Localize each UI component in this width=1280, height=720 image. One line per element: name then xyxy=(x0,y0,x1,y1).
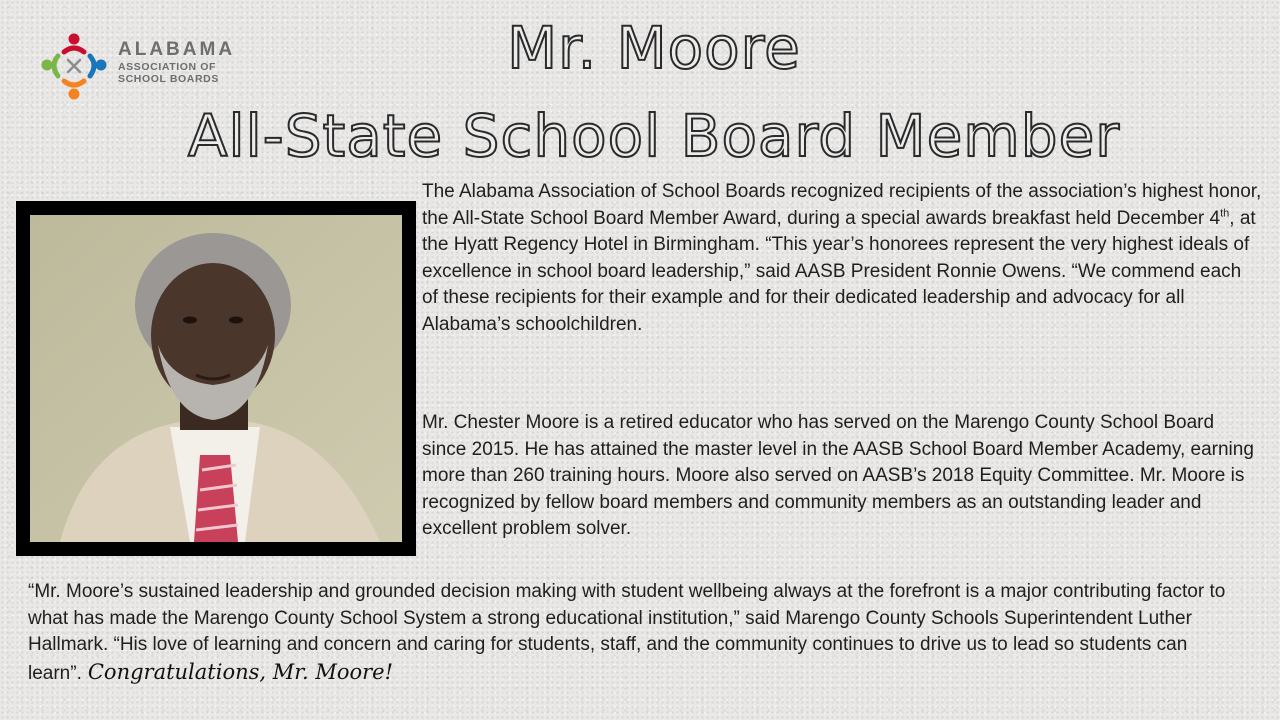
intro-paragraph xyxy=(422,179,1262,338)
logo-line-alabama: ALABAMA xyxy=(118,39,236,60)
congratulations-text: Congratulations, Mr. Moore! xyxy=(87,659,394,684)
title-name: Mr. Moore xyxy=(507,14,801,82)
superintendent-quote: “Mr. Moore’s sustained leadership and grounded decision making with student wellbeing always at the forefront is a major contributing factor to what has made the Marengo County School System a strong educational institution,” said Marengo County Schools Superintendent Luther Hallmark. “His love of learning and concern and caring for students, staff, and the community continues to drive us to lead so students can learn”. xyxy=(28,581,1226,684)
quote-paragraph xyxy=(28,579,1258,687)
logo-line-association: ASSOCIATION OF xyxy=(118,61,217,73)
intro-text-part1: The Alabama Association of School Boards recognized recipients of the association’s highest honor, the All-State School Board Member Award, during a special awards breakfast held December 4 xyxy=(422,181,1262,229)
bio-paragraph: Mr. Chester Moore is a retired educator who has served on the Marengo County School Board since 2015. He has attained the master level in the AASB School Board Member Academy, earning more than 260 training hours. Moore also served on AASB’s 2018 Equity Committee. Mr. Moore is recognized by fellow board members and community members as an outstanding leader and excellent problem solver. xyxy=(422,412,1254,539)
title-award: All-State School Board Member xyxy=(187,102,1121,170)
portrait-photo xyxy=(16,201,416,556)
date-suffix: th xyxy=(1220,207,1230,220)
portrait-illustration xyxy=(30,215,402,542)
logo-line-school-boards: SCHOOL BOARDS xyxy=(118,72,219,85)
intro-text-part2: , at the Hyatt Regency Hotel in Birmingham. “This year’s honorees represent the very highest ideals of excellence in school board leadership,” said AASB President Ronnie Owens. “We commend each of these recipients for their example and for their dedicated leadership and advocacy for all Alabama’s schoolchildren. xyxy=(422,207,1256,335)
